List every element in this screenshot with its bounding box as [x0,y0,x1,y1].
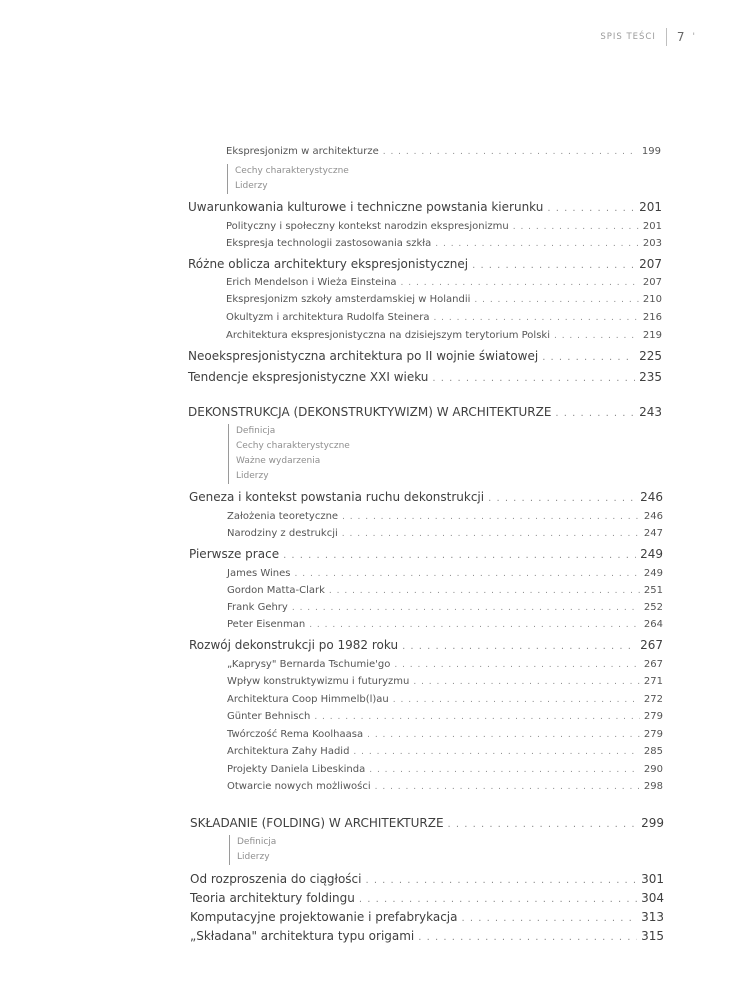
toc-entry [188,200,662,214]
toc-leader-dots [314,711,640,722]
page-number: 7 [676,30,685,44]
toc-entry-page: 246 [643,511,663,522]
toc-entry-page: 267 [640,638,663,652]
toc-entry [227,694,663,705]
note-item: Definicja [236,426,276,436]
note-item: Liderzy [236,471,269,481]
toc-leader-dots [359,891,637,905]
toc-chapter-deconstruction [188,405,662,419]
toc-leader-dots [283,547,636,561]
toc-leader-dots [383,146,638,157]
toc-leader-dots [394,659,640,670]
toc-entry-title: Tendencje ekspresjonistyczne XXI wieku [188,370,429,384]
toc-leader-dots [547,200,635,214]
toc-entry-page: 271 [643,676,663,687]
toc-entry-title: Frank Gehry [227,602,288,613]
toc-entry-page: 219 [642,330,662,341]
toc-entry-title: Architektura Zahy Hadid [227,746,350,757]
toc-leader-dots [542,349,635,363]
toc-entry-title: Narodziny z destrukcji [227,528,338,539]
toc-entry-page: 216 [642,312,662,323]
toc-entry [189,490,663,504]
toc-entry-page: 313 [641,910,664,924]
toc-entry-title: James Wines [227,568,291,579]
toc-entry-title: Architektura ekspresjonistyczna na dzisiejszym terytorium Polski [226,330,550,341]
toc-entry-title: Od rozproszenia do ciągłości [190,872,362,886]
toc-entry [188,370,662,384]
toc-entry [189,638,663,652]
toc-entry-title: Pierwsze prace [189,547,280,561]
toc-entry [227,659,663,670]
toc-leader-dots [433,312,638,323]
toc-entry-page: 199 [641,146,661,157]
toc-leader-dots [367,729,640,740]
toc-entry-title: Różne oblicza architektury ekspresjonistycznej [188,257,469,271]
toc-entry-title: Polityczny i społeczny kontekst narodzin ekspresjonizmu [226,221,509,232]
toc-leader-dots [329,585,640,596]
toc-entry-title: Peter Eisenman [227,619,306,630]
toc-entry-page: 272 [643,694,663,705]
toc-entry [227,602,663,613]
note-item: Cechy charakterystyczne [236,441,350,451]
toc-entry-title: „Kaprysy" Bernarda Tschumie'go [227,659,391,670]
toc-entry [188,349,662,363]
toc-leader-dots [555,405,635,419]
toc-entry [227,676,663,687]
toc-entry [227,781,663,792]
toc-entry [227,764,663,775]
toc-entry-title: Günter Behnisch [227,711,311,722]
toc-entry [190,910,664,924]
toc-leader-dots [432,370,635,384]
toc-entry [227,568,663,579]
toc-leader-dots [342,528,640,539]
toc-entry-title: Ekspresjonizm w architekturze [226,146,379,157]
toc-leader-dots [375,781,640,792]
section-notes [228,424,350,484]
toc-entry-title: Uwarunkowania kulturowe i techniczne powstania kierunku [188,200,544,214]
toc-entry-page: 247 [643,528,663,539]
page-mark: ' [692,32,695,42]
toc-entry [226,221,662,232]
toc-entry [227,619,663,630]
toc-entry-page: 290 [643,764,663,775]
toc-leader-dots [393,694,640,705]
note-item: Definicja [237,837,277,847]
toc-entry-title: Ekspresja technologii zastosowania szkła [226,238,432,249]
toc-entry-page: 251 [643,585,663,596]
toc-entry-title: Komputacyjne projektowanie i prefabrykacja [190,910,458,924]
toc-entry [226,294,662,305]
note-item: Ważne wydarzenia [236,456,321,466]
toc-entry-title: „Składana" architektura typu origami [190,929,415,943]
toc-leader-dots [472,257,635,271]
toc-leader-dots [513,221,639,232]
toc-entry-page: 249 [640,547,663,561]
toc-entry [227,729,663,740]
toc-leader-dots [474,294,639,305]
toc-entry [227,711,663,722]
section-notes [229,835,276,865]
toc-leader-dots [413,676,640,687]
toc-entry-page: 299 [641,816,664,830]
toc-entry-title: Założenia teoretyczne [227,511,339,522]
toc-entry-page: 246 [640,490,663,504]
toc-entry-page: 207 [639,257,662,271]
toc-entry-title: Okultyzm i architektura Rudolfa Steinera [226,312,430,323]
toc-entry-page: 279 [643,711,663,722]
toc-entry-expressionism [226,146,661,157]
toc-entry-page: 304 [641,891,664,905]
toc-entry-page: 298 [643,781,663,792]
toc-leader-dots [488,490,636,504]
toc-entry-title: Neoekspresjonistyczna architektura po II wojnie światowej [188,349,539,363]
toc-leader-dots [401,277,639,288]
section-notes [227,164,349,194]
toc-entry-title: Rozwój dekonstrukcji po 1982 roku [189,638,399,652]
toc-entry-page: 203 [642,238,662,249]
toc-entry-title: Ekspresjonizm szkoły amsterdamskiej w Holandii [226,294,471,305]
note-item: Cechy charakterystyczne [235,166,349,176]
toc-entry [227,585,663,596]
toc-entry-title: Twórczość Rema Koolhaasa [227,729,364,740]
toc-leader-dots [462,910,638,924]
toc-entry-title: Gordon Matta-Clark [227,585,325,596]
toc-entry-title: SKŁADANIE (FOLDING) W ARCHITEKTURZE [190,816,444,830]
toc-entry-title: Otwarcie nowych możliwości [227,781,371,792]
toc-entry-page: 264 [643,619,663,630]
toc-entry-page: 279 [643,729,663,740]
toc-entry-title: Erich Mendelson i Wieża Einsteina [226,277,397,288]
toc-entry-title: Projekty Daniela Libeskinda [227,764,366,775]
toc-entry-page: 243 [639,405,662,419]
toc-entry [190,891,664,905]
toc-entry [226,312,662,323]
toc-entry-page: 315 [641,929,664,943]
toc-entry-page: 267 [643,659,663,670]
toc-entry [188,257,662,271]
toc-entry-page: 225 [639,349,662,363]
toc-entry-title: Teoria architektury foldingu [190,891,355,905]
note-item: Liderzy [235,181,268,191]
toc-entry-page: 285 [643,746,663,757]
toc-entry [226,277,662,288]
toc-leader-dots [369,764,640,775]
toc-entry [226,238,662,249]
toc-entry [227,746,663,757]
toc-entry [190,872,664,886]
toc-leader-dots [418,929,637,943]
toc-leader-dots [309,619,640,630]
toc-leader-dots [292,602,640,613]
toc-entry [227,528,663,539]
toc-leader-dots [448,816,638,830]
toc-entry-page: 201 [639,200,662,214]
toc-entry-page: 235 [639,370,662,384]
toc-entry-page: 301 [641,872,664,886]
toc-entry [190,929,664,943]
toc-entry-page: 210 [642,294,662,305]
toc-chapter-folding [190,816,664,830]
toc-entry [189,547,663,561]
toc-leader-dots [554,330,639,341]
toc-entry-title: DEKONSTRUKCJA (DEKONSTRUKTYWIZM) W ARCHITEKTURZE [188,405,552,419]
toc-entry-title: Architektura Coop Himmelb(l)au [227,694,389,705]
toc-entry-title: Geneza i kontekst powstania ruchu dekonstrukcji [189,490,485,504]
note-item: Liderzy [237,852,270,862]
toc-leader-dots [353,746,639,757]
toc-entry-page: 207 [642,277,662,288]
toc-leader-dots [365,872,637,886]
toc-entry [227,511,663,522]
toc-entry [226,330,662,341]
toc-entry-page: 249 [643,568,663,579]
toc-leader-dots [342,511,640,522]
toc-leader-dots [435,238,639,249]
toc-entry-page: 201 [642,221,662,232]
toc-entry-title: Wpływ konstruktywizmu i futuryzmu [227,676,410,687]
toc-entry-page: 252 [643,602,663,613]
toc-leader-dots [402,638,636,652]
toc-leader-dots [295,568,640,579]
section-label: SPIS TEŚCI [600,28,667,46]
